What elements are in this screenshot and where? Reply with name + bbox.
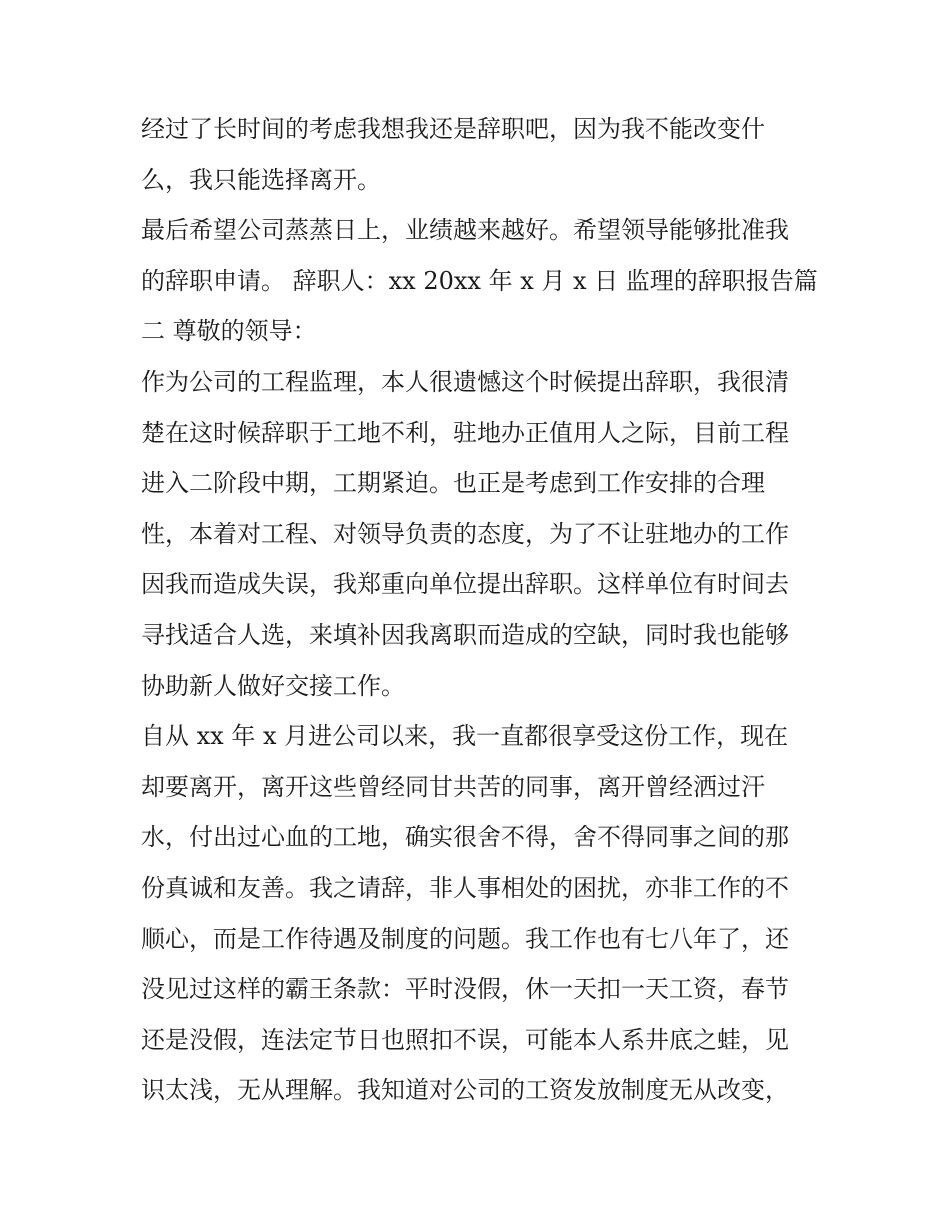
- text-line: 因我而造成失误，我郑重向单位提出辞职。这样单位有时间去: [141, 570, 789, 598]
- text-line: 性，本着对工程、对领导负责的态度，为了不让驻地办的工作: [141, 520, 789, 548]
- text-line: 顺心，而是工作待遇及制度的问题。我工作也有七八年了，还: [141, 925, 789, 953]
- text-line: 份真诚和友善。我之请辞，非人事相处的困扰，亦非工作的不: [141, 874, 789, 902]
- text-line: 水，付出过心血的工地，确实很舍不得，舍不得同事之间的那: [141, 823, 789, 851]
- text-line: 进入二阶段中期，工期紧迫。也正是考虑到工作安排的合理: [141, 469, 765, 497]
- text-line: 二 尊敬的领导：: [141, 317, 317, 345]
- text-line: 的辞职申请。 辞职人：xx 20xx 年 x 月 x 日 监理的辞职报告篇: [141, 267, 818, 295]
- text-line: 寻找适合人选，来填补因我离职而造成的空缺，同时我也能够: [141, 621, 789, 649]
- text-line: 么，我只能选择离开。: [141, 166, 381, 194]
- text-line: 楚在这时候辞职于工地不利，驻地办正值用人之际，目前工程: [141, 419, 789, 447]
- text-line: 自从 xx 年 x 月进公司以来，我一直都很享受这份工作，现在: [141, 722, 789, 750]
- text-line: 却要离开，离开这些曾经同甘共苦的同事，离开曾经洒过汗: [141, 773, 765, 801]
- text-line: 识太浅，无从理解。我知道对公司的工资发放制度无从改变，: [141, 1076, 789, 1104]
- text-line: 还是没假，连法定节日也照扣不误，可能本人系井底之蛙，见: [141, 1026, 789, 1054]
- text-line: 作为公司的工程监理，本人很遗憾这个时候提出辞职，我很清: [141, 368, 789, 396]
- text-line: 协助新人做好交接工作。: [141, 672, 405, 700]
- text-line: 经过了长时间的考虑我想我还是辞职吧，因为我不能改变什: [141, 115, 765, 143]
- text-line: 没见过这样的霸王条款：平时没假，休一天扣一天工资，春节: [141, 975, 789, 1003]
- text-line: 最后希望公司蒸蒸日上，业绩越来越好。希望领导能够批准我: [141, 216, 789, 244]
